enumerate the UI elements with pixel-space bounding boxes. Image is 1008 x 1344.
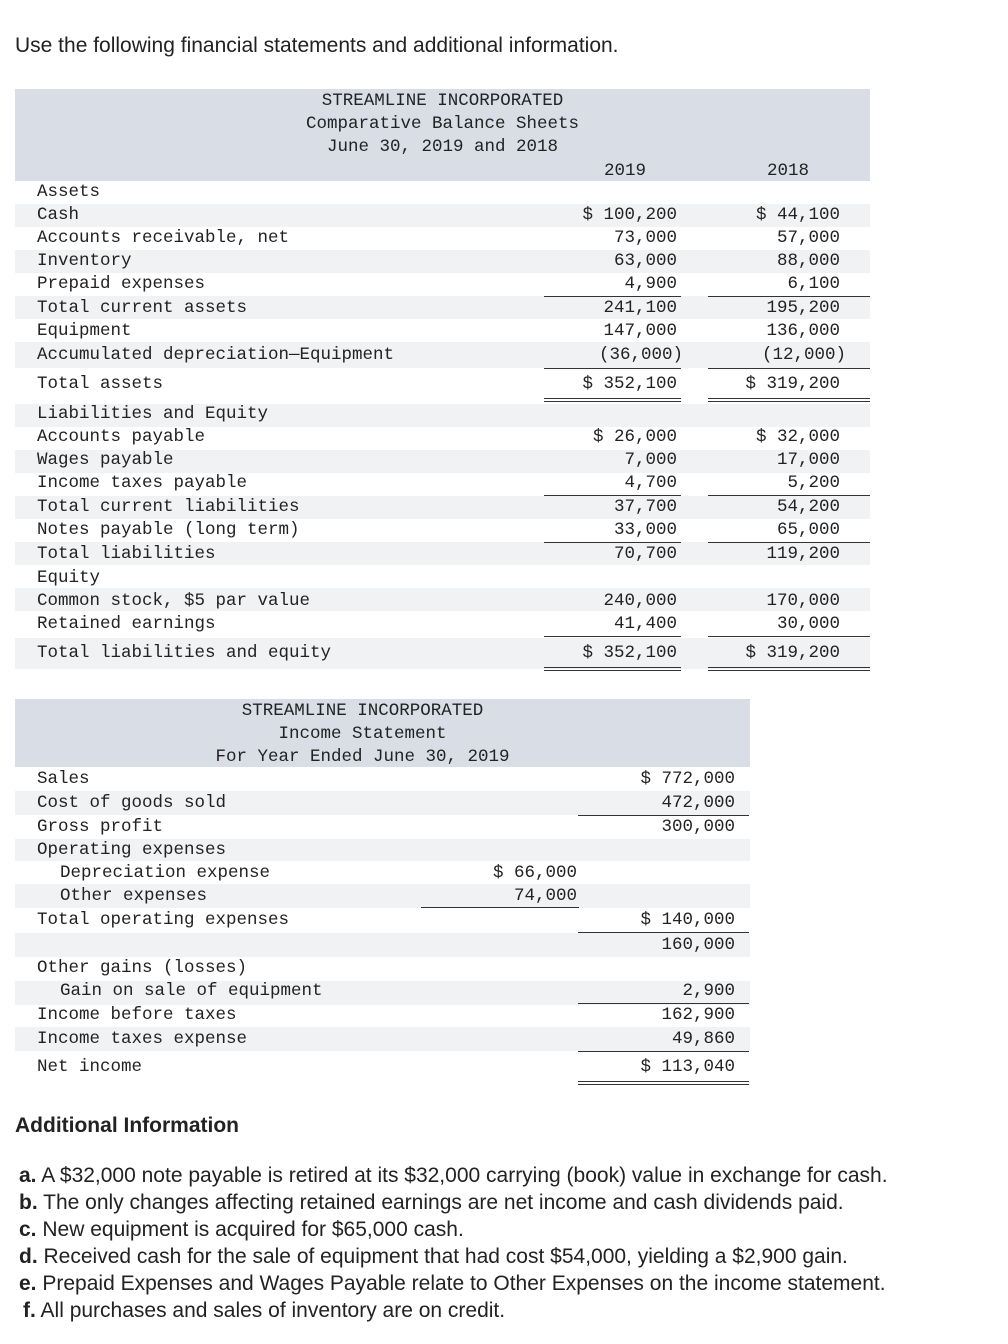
row-label: Common stock, $5 par value [37,591,311,611]
value-2018: (12,000) [761,345,846,365]
value-2019: (36,000) [598,345,683,365]
is-row-total-operating-expenses [15,910,750,933]
is-row-operating-expenses [15,840,750,863]
row-label: Total current assets [37,298,248,318]
value-2019: 240,000 [603,591,677,611]
rule [708,636,870,637]
bs-title-statement: Comparative Balance Sheets [305,114,580,134]
value-2018: 88,000 [776,251,840,271]
row-label: Other gains (losses) [37,958,248,978]
bs-row-income-taxes-payable [15,473,870,496]
bs-row-total-current-liabilities [15,497,870,520]
bs-row-inventory [15,251,870,274]
bs-row-equipment [15,321,870,344]
rule [544,636,681,637]
double-rule [708,398,870,399]
rule [544,368,681,369]
row-label: Accounts payable [37,427,206,447]
bs-title-date: June 30, 2019 and 2018 [326,137,559,157]
rule [578,1003,749,1004]
value-mid: 74,000 [513,886,577,906]
row-label: Total operating expenses [37,910,290,930]
value-right: 160,000 [661,935,735,955]
rule [708,495,870,496]
balance-sheet-header [15,89,870,181]
income-statement [15,699,750,1089]
bs-row-prepaid [15,274,870,297]
item-text: A $32,000 note payable is retired at its $32,000 carrying (book) value in exchange for cash. [41,1164,888,1187]
value-2018: 5,200 [787,473,840,493]
is-row-other-gains-heading [15,958,750,981]
additional-item [19,1297,888,1324]
additional-item [19,1189,888,1216]
row-label: Cash [37,205,80,225]
intro-text: Use the following financial statements and additional information. [15,34,619,57]
item-letter: d. [19,1245,38,1268]
value-2018: 17,000 [776,450,840,470]
value-2018: 57,000 [776,228,840,248]
value-2018: $ 319,200 [745,643,840,663]
row-label: Sales [37,769,90,789]
additional-item [19,1162,888,1189]
is-title-statement: Income Statement [278,724,447,744]
is-title-period: For Year Ended June 30, 2019 [215,747,510,767]
additional-item [19,1243,888,1270]
bs-row-accumulated-depreciation [15,345,870,368]
bs-row-wages-payable [15,450,870,473]
rule [578,932,749,933]
bs-row-retained-earnings [15,614,870,637]
bs-row-liabilities-equity-heading [15,404,870,427]
value-2019: 73,000 [613,228,677,248]
row-label: Notes payable (long term) [37,520,300,540]
additional-item [19,1216,888,1243]
double-rule [578,1081,749,1082]
bs-title-company: STREAMLINE INCORPORATED [321,91,564,111]
value-right: 49,860 [671,1029,735,1049]
row-label: Total current liabilities [37,497,300,517]
value-right: $ 113,040 [640,1057,735,1077]
value-2018: 136,000 [766,321,840,341]
value-right: $ 140,000 [640,910,735,930]
value-2019: 4,700 [624,473,677,493]
bs-row-cash [15,205,870,228]
value-2019: 37,700 [613,497,677,517]
value-2018: 195,200 [766,298,840,318]
row-label: Income before taxes [37,1005,237,1025]
double-rule [708,667,870,668]
row-label: Operating expenses [37,840,227,860]
value-2018: 65,000 [776,520,840,540]
bs-row-equity-heading [15,568,870,591]
row-label: Wages payable [37,450,174,470]
row-label: Income taxes payable [37,473,248,493]
row-label: Retained earnings [37,614,216,634]
value-right: 472,000 [661,793,735,813]
rule [421,907,579,908]
bs-col-2019: 2019 [603,161,646,181]
additional-info-list [19,1162,888,1324]
value-2019: 41,400 [613,614,677,634]
value-2018: 170,000 [766,591,840,611]
is-row-after-operating-expenses [15,935,750,958]
row-label: Inventory [37,251,132,271]
row-label: Gross profit [37,817,164,837]
additional-item [19,1270,888,1297]
value-right: 162,900 [661,1005,735,1025]
row-label: Other expenses [60,886,208,906]
value-2018: $ 44,100 [755,205,840,225]
item-letter: a. [19,1164,37,1187]
value-2018: 119,200 [766,544,840,564]
row-label: Total liabilities and equity [37,643,332,663]
is-row-sales [15,769,750,792]
item-letter: f. [23,1299,36,1322]
is-row-income-before-taxes [15,1005,750,1028]
value-2018: 6,100 [787,274,840,294]
is-row-depreciation [15,863,750,886]
bs-row-notes-payable [15,520,870,543]
rule [544,542,681,543]
item-text: Received cash for the sale of equipment that had cost $54,000, yielding a $2,900 gain. [43,1245,848,1268]
item-text: The only changes affecting retained earnings are net income and cash dividends paid. [43,1191,844,1214]
value-mid: $ 66,000 [492,863,577,883]
is-row-gain-on-sale [15,981,750,1004]
item-text: New equipment is acquired for $65,000 cash. [42,1218,464,1241]
double-rule [544,401,681,402]
value-2019: $ 100,200 [582,205,677,225]
row-label: Cost of goods sold [37,793,227,813]
row-label: Prepaid expenses [37,274,206,294]
value-right: $ 772,000 [640,769,735,789]
double-rule [544,398,681,399]
rule [578,815,749,816]
double-rule [708,401,870,402]
double-rule [544,667,681,668]
value-2019: 4,900 [624,274,677,294]
row-label: Accounts receivable, net [37,228,290,248]
value-2019: $ 352,100 [582,643,677,663]
double-rule [708,670,870,671]
row-label: Equipment [37,321,132,341]
value-2019: 147,000 [603,321,677,341]
value-2018: 54,200 [776,497,840,517]
is-row-net-income [15,1057,750,1080]
row-label: Income taxes expense [37,1029,248,1049]
value-2018: $ 32,000 [755,427,840,447]
value-right: 2,900 [682,981,735,1001]
double-rule [544,670,681,671]
row-label: Liabilities and Equity [37,404,269,424]
row-label: Accumulated depreciation—Equipment [37,345,395,365]
row-label: Gain on sale of equipment [60,981,323,1001]
bs-row-total-liabilities-equity [15,643,870,666]
rule [578,1051,749,1052]
row-label: Assets [37,182,101,202]
item-letter: b. [19,1191,38,1214]
double-rule [578,1084,749,1085]
value-2019: 241,100 [603,298,677,318]
bs-row-accounts-receivable [15,228,870,251]
bs-row-common-stock [15,591,870,614]
row-label: Total liabilities [37,544,216,564]
rule [544,296,681,297]
item-text: Prepaid Expenses and Wages Payable relate to Other Expenses on the income statement. [42,1272,886,1295]
row-label: Equity [37,568,101,588]
item-letter: e. [19,1272,37,1295]
rule [708,296,870,297]
value-2019: 63,000 [613,251,677,271]
is-row-cogs [15,793,750,816]
value-2019: $ 26,000 [592,427,677,447]
is-row-income-taxes-expense [15,1029,750,1052]
rule [544,495,681,496]
rule [708,368,870,369]
row-label: Depreciation expense [60,863,271,883]
value-right: 300,000 [661,817,735,837]
row-label: Total assets [37,374,164,394]
is-row-gross-profit [15,817,750,840]
value-2018: $ 319,200 [745,374,840,394]
value-2019: $ 352,100 [582,374,677,394]
is-row-other-expenses [15,886,750,909]
bs-col-2018: 2018 [766,161,809,181]
value-2018: 30,000 [776,614,840,634]
bs-row-assets-heading [15,182,870,205]
bs-row-accounts-payable [15,427,870,450]
additional-info-title: Additional Information [15,1114,239,1137]
bs-row-total-assets [15,374,870,397]
rule [708,542,870,543]
item-text: All purchases and sales of inventory are on credit. [40,1299,506,1322]
value-2019: 7,000 [624,450,677,470]
value-2019: 33,000 [613,520,677,540]
row-label: Net income [37,1057,143,1077]
bs-row-total-current-assets [15,298,870,321]
item-letter: c. [19,1218,37,1241]
bs-row-total-liabilities [15,544,870,567]
balance-sheet [15,89,870,679]
is-title-company: STREAMLINE INCORPORATED [241,701,484,721]
value-2019: 70,700 [613,544,677,564]
